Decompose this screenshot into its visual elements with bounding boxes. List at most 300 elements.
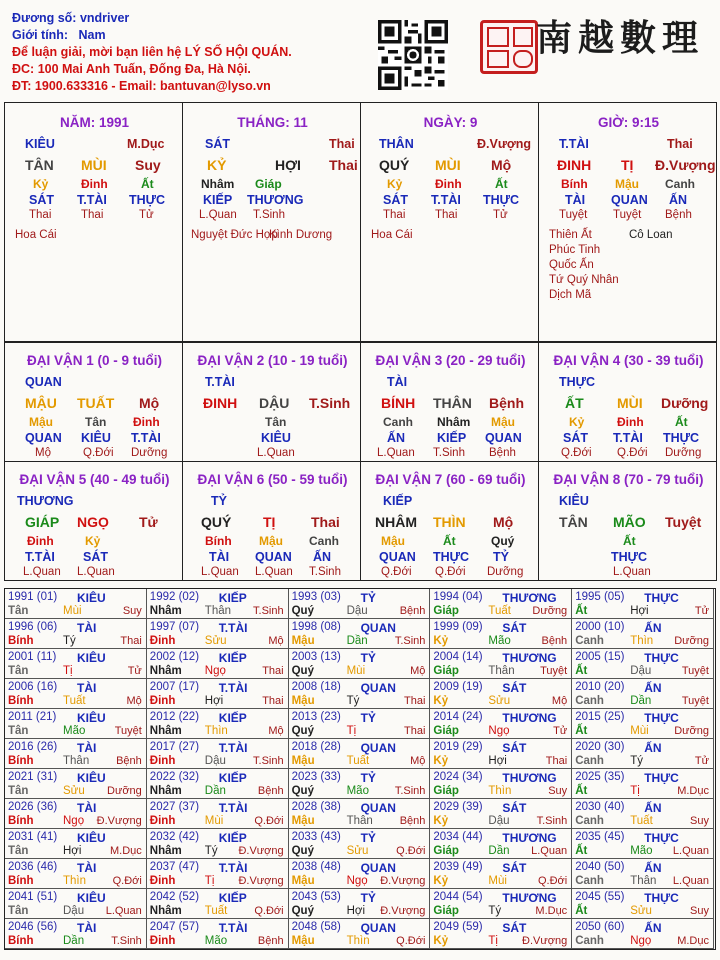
year-cell (289, 619, 431, 649)
life-stage: Q.Đới (112, 875, 142, 887)
earthly-branch: Ngọ (488, 725, 510, 737)
year-label: 2025 (35) (575, 771, 625, 783)
luck-1-r2-2: T.Sinh (309, 395, 351, 411)
luck-2-r5-0: L.Quan (377, 447, 415, 459)
heavenly-stem: Giáp (433, 845, 459, 857)
year-cell (147, 889, 289, 919)
earthly-branch: Ngọ (630, 935, 652, 947)
year-label: 2029 (39) (433, 801, 483, 813)
year-label: 2027 (37) (149, 801, 200, 813)
earthly-branch: Tý (204, 845, 218, 857)
heavenly-stem: Ất (575, 725, 588, 737)
year-cell (289, 859, 431, 889)
life-stage: Tử (694, 755, 709, 767)
earthly-branch: Thân (346, 815, 373, 827)
ten-god: THƯƠNG (502, 891, 557, 905)
year-row (5, 649, 717, 679)
year-cell (5, 649, 147, 679)
earthly-branch: Dậu (488, 815, 510, 827)
earthly-branch: Tị (204, 875, 215, 887)
luck-6-r4-2: TỶ (493, 550, 509, 564)
year-label: 2034 (44) (433, 831, 483, 843)
earthly-branch: Tuất (63, 695, 86, 707)
luck-7-r4-0: THỰC (611, 550, 648, 564)
luck-1-r2-0: ĐINH (203, 395, 238, 411)
ten-god: TỶ (360, 891, 376, 905)
heavenly-stem: Đinh (149, 815, 176, 827)
ten-god: TÀI (77, 861, 97, 875)
life-stage: M.Dục (535, 905, 568, 917)
heavenly-stem: Kỷ (433, 935, 449, 947)
heavenly-stem: Canh (575, 755, 604, 767)
earthly-branch: Mão (346, 785, 369, 797)
year-label: 2038 (48) (291, 861, 341, 873)
pillar-1-r4-0: KIẾP (203, 193, 233, 207)
pillar-0-star-0: Hoa Cái (15, 229, 57, 241)
year-label: 2016 (26) (8, 741, 58, 753)
luck-0-r1-0: QUAN (25, 375, 62, 389)
year-cell (430, 769, 572, 799)
ten-god: TỶ (360, 711, 376, 725)
earthly-branch: Tý (63, 635, 76, 647)
earthly-branch: Thìn (488, 785, 512, 797)
year-label: 2019 (29) (433, 741, 483, 753)
year-cell (5, 679, 147, 709)
luck-2-r2-2: Bệnh (489, 395, 524, 411)
luck-4-r5-1: L.Quan (77, 566, 115, 578)
life-stage: Đ.Vượng (238, 875, 284, 887)
heavenly-stem: Giáp (433, 605, 459, 617)
luck-5-r3-1: Mậu (259, 534, 283, 548)
gender-label: Giới tính: (12, 28, 69, 42)
year-label: 2037 (47) (149, 861, 200, 873)
luck-3-r4-1: T.TÀI (613, 431, 643, 445)
ten-god: THƯƠNG (502, 591, 557, 605)
year-cell (430, 619, 572, 649)
year-label: 2002 (12) (149, 651, 200, 663)
year-label: 2000 (10) (575, 621, 625, 633)
earthly-branch: Ngọ (63, 815, 85, 827)
luck-6 (360, 461, 539, 581)
ten-god: TÀI (77, 741, 97, 755)
luck-0-r4-1: KIÊU (81, 431, 111, 445)
luck-2 (360, 342, 539, 462)
luck-5-r4-0: TÀI (209, 550, 230, 564)
year-label: 1997 (07) (149, 621, 200, 633)
year-label: 2048 (58) (291, 921, 341, 933)
earthly-branch: Mão (63, 725, 86, 737)
earthly-branch: Dậu (63, 905, 85, 917)
earthly-branch: Tý (630, 755, 643, 767)
ten-god: KIÊU (77, 651, 106, 665)
pillar-0-r2-2: Suy (135, 157, 161, 173)
year-cell (5, 889, 147, 919)
earthly-branch: Mùi (488, 875, 507, 887)
earthly-branch: Dần (346, 635, 368, 647)
heavenly-stem: Mậu (291, 875, 315, 887)
year-cell (289, 799, 431, 829)
luck-1-r3-0: Tân (265, 415, 287, 429)
luck-0 (4, 342, 183, 462)
heavenly-stem: Bính (8, 935, 34, 947)
year-cell (430, 649, 572, 679)
year-cell (5, 919, 147, 949)
year-label: 2015 (25) (575, 711, 625, 723)
phone-line: ĐT: 1900.633316 - Email: bantuvan@lyso.vn (12, 79, 271, 93)
year-row (5, 709, 717, 739)
heavenly-stem: Quý (291, 605, 314, 617)
year-label: 2012 (22) (149, 711, 200, 723)
pillar-1-r2-2: Thai (329, 157, 358, 173)
pillar-3 (538, 102, 717, 342)
earthly-branch: Tuất (346, 755, 370, 767)
earthly-branch: Thân (488, 665, 515, 677)
luck-3-title: ĐẠI VẬN 4 (30 - 39 tuổi) (553, 353, 704, 368)
heavenly-stem: Bính (8, 815, 34, 827)
ten-god: THỰC (644, 771, 679, 785)
earthly-branch: Tị (488, 935, 498, 947)
life-stage: Thai (262, 695, 284, 707)
year-label: 2021 (31) (8, 771, 58, 783)
heavenly-stem: Bính (8, 695, 34, 707)
luck-0-r2-2: Mộ (139, 395, 160, 411)
life-stage: T.Sinh (253, 755, 284, 767)
life-stage: Thai (120, 635, 142, 647)
pillar-2 (360, 102, 539, 342)
life-stage: Thai (403, 725, 426, 737)
heavenly-stem: Ất (575, 905, 588, 917)
earthly-branch: Tý (346, 695, 360, 707)
earthly-branch: Sửu (204, 635, 227, 647)
year-cell (5, 769, 147, 799)
pillar-3-star-2: Phúc Tinh (549, 244, 601, 256)
life-stage: Tử (694, 605, 709, 617)
pillar-0-r5-1: Thai (81, 209, 104, 221)
earthly-branch: Dậu (346, 605, 368, 617)
ten-god: ẤN (644, 741, 662, 755)
pillar-0-r3-1: Đinh (81, 177, 108, 191)
ten-god: QUAN (360, 921, 396, 935)
earthly-branch: Thân (630, 875, 657, 887)
luck-5-r2-0: QUÝ (201, 514, 232, 530)
luck-3-r5-1: Q.Đới (617, 447, 648, 459)
earthly-branch: Sửu (63, 785, 85, 797)
year-cell (289, 829, 431, 859)
life-stage: Thai (545, 755, 568, 767)
ten-god: QUAN (360, 801, 396, 815)
year-cell (5, 799, 147, 829)
ten-god: TỶ (360, 591, 376, 605)
year-cell (289, 679, 431, 709)
year-cell (430, 679, 572, 709)
ten-god: SÁT (502, 621, 527, 635)
pillar-1-r4-1: THƯƠNG (247, 193, 304, 207)
life-stage: Dưỡng (107, 785, 142, 797)
luck-2-r5-2: Bệnh (489, 447, 516, 459)
luck-3-r4-0: SÁT (563, 431, 588, 445)
pillar-3-r2-1: TỊ (621, 157, 634, 173)
year-label: 2049 (59) (433, 921, 483, 933)
heavenly-stem: Đinh (149, 755, 176, 767)
ten-god: THỰC (644, 591, 679, 605)
year-row (5, 799, 717, 829)
ten-god: KIẾP (218, 891, 247, 905)
pillar-0-r3-2: Ất (141, 177, 154, 191)
heavenly-stem: Bính (8, 875, 34, 887)
luck-5-r4-2: ẤN (313, 550, 332, 564)
luck-1-r5-0: L.Quan (257, 447, 295, 459)
pillar-2-r5-2: Tử (493, 209, 508, 221)
luck-4-r2-2: Tử (139, 514, 158, 530)
life-stage: Suy (548, 785, 568, 797)
heavenly-stem: Nhâm (149, 665, 182, 677)
ten-god: QUAN (360, 681, 396, 695)
luck-7-r3-0: Ất (623, 534, 636, 548)
luck-7-title: ĐẠI VẬN 8 (70 - 79 tuổi) (553, 472, 704, 487)
ten-god: TÀI (77, 681, 97, 695)
heavenly-stem: Nhâm (149, 845, 182, 857)
luck-0-r2-1: TUẤT (77, 395, 115, 411)
luck-1 (182, 342, 361, 462)
pillar-1-r1-1: Thai (329, 137, 355, 151)
earthly-branch: Sửu (630, 905, 652, 917)
life-stage: Đ.Vượng (380, 905, 426, 917)
heavenly-stem: Quý (291, 725, 314, 737)
heavenly-stem: Giáp (433, 785, 459, 797)
ten-god: THƯƠNG (502, 771, 557, 785)
pillar-3-r5-0: Tuyệt (559, 209, 588, 221)
earthly-branch: Thìn (63, 875, 87, 887)
life-stage: Đ.Vượng (380, 875, 426, 887)
year-label: 2047 (57) (149, 921, 200, 933)
pillar-1-r5-1: T.Sinh (253, 209, 285, 221)
heavenly-stem: Giáp (433, 725, 459, 737)
year-label: 2023 (33) (291, 771, 341, 783)
year-cell (572, 589, 714, 619)
earthly-branch: Mùi (63, 605, 82, 617)
ten-god: KIÊU (77, 711, 106, 725)
pillar-3-r4-0: TÀI (565, 193, 586, 207)
luck-0-r4-2: T.TÀI (131, 431, 161, 445)
year-cell (289, 649, 431, 679)
year-cell (289, 589, 431, 619)
heavenly-stem: Tân (8, 725, 29, 737)
luck-1-r4-0: KIÊU (261, 431, 291, 445)
pillar-3-r4-1: QUAN (611, 193, 648, 207)
earthly-branch: Thân (204, 605, 232, 617)
year-cell (289, 889, 431, 919)
life-stage: Bệnh (399, 815, 426, 827)
life-stage: Mộ (268, 725, 284, 737)
earthly-branch: Tuất (204, 905, 228, 917)
year-label: 1993 (03) (291, 591, 341, 603)
life-stage: L.Quan (672, 875, 709, 887)
luck-4-r3-1: Kỷ (85, 534, 101, 548)
heavenly-stem: Đinh (149, 875, 176, 887)
year-label: 2013 (23) (291, 711, 341, 723)
pillar-0-r4-1: T.TÀI (77, 193, 107, 207)
year-label: 1996 (06) (8, 621, 58, 633)
year-label: 2020 (30) (575, 741, 625, 753)
pillar-0-r4-0: SÁT (29, 193, 54, 207)
life-stage: T.Sinh (536, 815, 568, 827)
pillar-2-r4-1: T.TÀI (431, 193, 461, 207)
year-cell (147, 589, 289, 619)
heavenly-stem: Mậu (291, 635, 315, 647)
year-cell (430, 799, 572, 829)
year-label: 1999 (09) (433, 621, 483, 633)
life-stage: Mộ (268, 635, 284, 647)
year-row (5, 889, 717, 919)
ten-god: QUAN (360, 621, 396, 635)
year-cell (572, 619, 714, 649)
year-label: 2003 (13) (291, 651, 341, 663)
year-label: 2026 (36) (8, 801, 58, 813)
pillar-0 (4, 102, 183, 342)
pillar-3-r4-2: ẤN (669, 193, 688, 207)
heavenly-stem: Đinh (149, 695, 176, 707)
pillar-0-title: NĂM: 1991 (59, 115, 130, 130)
pillar-2-r3-0: Kỷ (387, 177, 403, 191)
year-label: 2005 (15) (575, 651, 625, 663)
year-label: 2008 (18) (291, 681, 341, 693)
domain-label: Đương số: (12, 11, 77, 25)
luck-6-title: ĐẠI VẬN 7 (60 - 69 tuổi) (375, 472, 526, 487)
luck-2-r3-0: Canh (383, 415, 413, 429)
pillar-1-r3-0: Nhâm (201, 177, 235, 191)
luck-4-r3-0: Đinh (27, 534, 54, 548)
pillar-2-r3-1: Đinh (435, 177, 462, 191)
life-stage: Bệnh (399, 605, 426, 617)
ten-god: T.TÀI (218, 921, 248, 935)
heavenly-stem: Canh (575, 695, 604, 707)
ten-god: KIÊU (77, 771, 106, 785)
ten-god: T.TÀI (218, 801, 248, 815)
luck-0-r5-2: Dưỡng (131, 447, 168, 459)
domain-row (12, 10, 292, 27)
earthly-branch: Mão (488, 635, 511, 647)
life-stage: L.Quan (672, 845, 709, 857)
ten-god: KIẾP (218, 591, 247, 605)
luck-5-r5-1: L.Quan (255, 566, 293, 578)
year-row (5, 919, 717, 949)
heavenly-stem: Canh (575, 635, 604, 647)
heavenly-stem: Nhâm (149, 905, 182, 917)
luck-7 (538, 461, 717, 581)
year-row (5, 829, 717, 859)
ten-god: KIẾP (218, 651, 247, 665)
heavenly-stem: Kỷ (433, 635, 449, 647)
life-stage: M.Dục (677, 935, 709, 947)
luck-3-r4-2: THỰC (663, 431, 700, 445)
luck-4-r4-1: SÁT (83, 550, 108, 564)
earthly-branch: Tuất (488, 605, 511, 617)
earthly-branch: Hợi (63, 845, 82, 857)
year-label: 2014 (24) (433, 711, 483, 723)
year-label: 2006 (16) (8, 681, 58, 693)
year-cell (430, 889, 572, 919)
luck-2-r3-1: Nhâm (437, 415, 471, 429)
year-cell (572, 679, 714, 709)
heavenly-stem: Ất (575, 605, 588, 617)
year-label: 2024 (34) (433, 771, 483, 783)
year-label: 1998 (08) (291, 621, 341, 633)
luck-0-r4-0: QUAN (25, 431, 62, 445)
earthly-branch: Thìn (204, 725, 228, 737)
pillar-0-r2-1: MÙI (81, 157, 107, 173)
luck-5-r5-2: T.Sinh (309, 566, 341, 578)
pillar-2-r4-0: SÁT (383, 193, 408, 207)
luck-6-r5-0: Q.Đới (381, 566, 412, 578)
pillar-3-star-3: Quốc Ấn (549, 259, 594, 271)
luck-3-r2-1: MÙI (617, 395, 643, 411)
pillar-3-r1-0: T.TÀI (559, 137, 589, 151)
life-stage: L.Quan (531, 845, 568, 857)
pillar-2-r2-2: Mộ (491, 157, 512, 173)
life-stage: Đ.Vượng (238, 845, 284, 857)
ten-god: THỰC (644, 651, 679, 665)
heavenly-stem: Tân (8, 665, 29, 677)
earthly-branch: Sửu (488, 695, 511, 707)
life-stage: T.Sinh (394, 635, 426, 647)
year-cell (147, 799, 289, 829)
heavenly-stem: Canh (575, 935, 604, 947)
heavenly-stem: Kỷ (433, 815, 449, 827)
year-cell (572, 919, 714, 949)
pillar-0-r2-0: TÂN (25, 157, 54, 173)
heavenly-stem: Mậu (291, 695, 315, 707)
year-row (5, 589, 717, 619)
earthly-branch: Ngọ (346, 875, 368, 887)
life-stage: Suy (122, 605, 142, 617)
luck-4-r2-1: NGỌ (77, 514, 109, 530)
year-label: 2011 (21) (8, 711, 57, 723)
pillar-1-r2-1: HỢI (275, 157, 301, 173)
life-stage: Tử (553, 725, 568, 737)
pillar-2-r2-1: MÙI (435, 157, 461, 173)
pillar-2-r5-0: Thai (383, 209, 406, 221)
pillar-3-star-5: Dịch Mã (549, 289, 592, 301)
pillar-3-r2-0: ĐINH (557, 157, 592, 173)
luck-3-r3-1: Đinh (617, 415, 644, 429)
luck-0-r5-1: Q.Đới (83, 447, 114, 459)
earthly-branch: Tuất (630, 815, 653, 827)
earthly-branch: Thân (63, 755, 90, 767)
pillar-2-r4-2: THỰC (483, 193, 520, 207)
ten-god: KIÊU (77, 591, 106, 605)
ten-god: TỶ (360, 651, 376, 665)
heavenly-stem: Giáp (433, 665, 459, 677)
year-cell (147, 619, 289, 649)
year-label: 2004 (14) (433, 651, 483, 663)
luck-5-r2-1: TỊ (263, 514, 276, 530)
ten-god: QUAN (360, 741, 396, 755)
luck-7-r2-0: TÂN (559, 514, 588, 530)
luck-3-r5-2: Dưỡng (665, 447, 702, 459)
ten-god: THỰC (644, 831, 679, 845)
ten-god: SÁT (502, 921, 527, 935)
year-cell (147, 859, 289, 889)
year-label: 2044 (54) (433, 891, 483, 903)
qr-code-icon[interactable] (378, 20, 448, 90)
heavenly-stem: Tân (8, 605, 29, 617)
year-label: 1991 (01) (8, 591, 58, 603)
luck-4-r2-0: GIÁP (25, 514, 60, 530)
luck-7-r2-1: MÃO (613, 514, 646, 530)
ten-god: TỶ (360, 831, 376, 845)
heavenly-stem: Quý (291, 665, 314, 677)
year-row (5, 739, 717, 769)
